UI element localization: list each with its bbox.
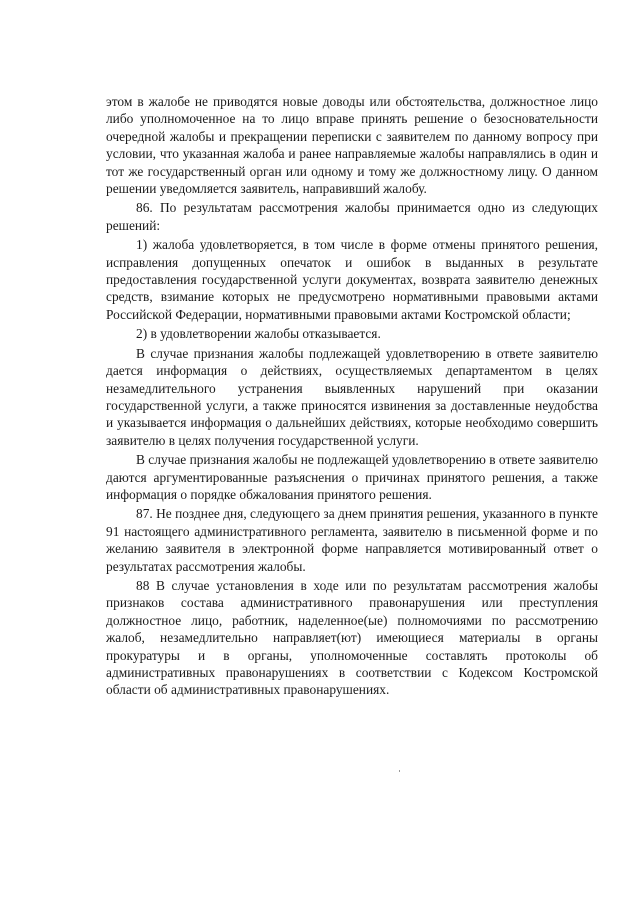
paragraph-86: 86. По результатам рассмотрения жалобы принимается одно из следующих решений: (106, 200, 598, 233)
paragraph-88: 88 В случае установления в ходе или по результатам рассмотрения жалобы признаков состава административного правонарушения или преступления должностное лицо, работник, наделенное(ые) полномочиями по рассмотрению жалоб, незамедлительно направляет(ют) имеющиеся материалы в органы прокуратуры и в органы, уполномоченные составлять протоколы об административных правонарушениях в соответствии с Кодексом Костромской области об административных правонарушениях. (106, 577, 598, 698)
paragraph-continuation: этом в жалобе не приводятся новые доводы или обстоятельства, должностное лицо либо уполномоченное на то лицо вправе принять решение о безосновательности очередной жалобы и прекращении переписки с заявителем по данному вопросу при условии, что указанная жалоба и ранее направляемые жалобы направлялись в один и тот же государственный орган или одному и тому же должностному лицу. О данном решении уведомляется заявитель, направивший жалобу. (106, 94, 598, 197)
document-body (106, 93, 598, 699)
paragraph-87: 87. Не позднее дня, следующего за днем принятия решения, указанного в пункте 91 настоящего административного регламента, заявителю в письменной форме и по желанию заявителя в электронной форме направляется мотивированный ответ о результатах рассмотрения жалобы. (106, 506, 598, 574)
paragraph-86-item-2: 2) в удовлетворении жалобы отказывается. (136, 326, 381, 342)
paragraph-refused-case: В случае признания жалобы не подлежащей удовлетворению в ответе заявителю даются аргументированные разъяснения о причинах принятого решения, а также информация о порядке обжалования принятого решения. (106, 452, 598, 502)
paragraph-satisfied-case: В случае признания жалобы подлежащей удовлетворению в ответе заявителю дается информация о действиях, осуществляемых департаментом в целях незамедлительного устранения выявленных нарушений при оказании государственной услуги, а также приносятся извинения за доставленные неудобства и указывается информация о дальнейших действиях, которые необходимо совершить заявителю в целях получения государственной услуги. (106, 345, 598, 448)
paragraph-86-item-1: 1) жалоба удовлетворяется, в том числе в форме отмены принятого решения, исправления допущенных опечаток и ошибок в выданных в результате предоставления государственной услуги документах, возврата заявителю денежных средств, взимание которых не предусмотрено нормативными правовыми актами Российской Федерации, нормативными правовыми актами Костромской области; (106, 237, 598, 322)
scan-speck (399, 770, 400, 772)
